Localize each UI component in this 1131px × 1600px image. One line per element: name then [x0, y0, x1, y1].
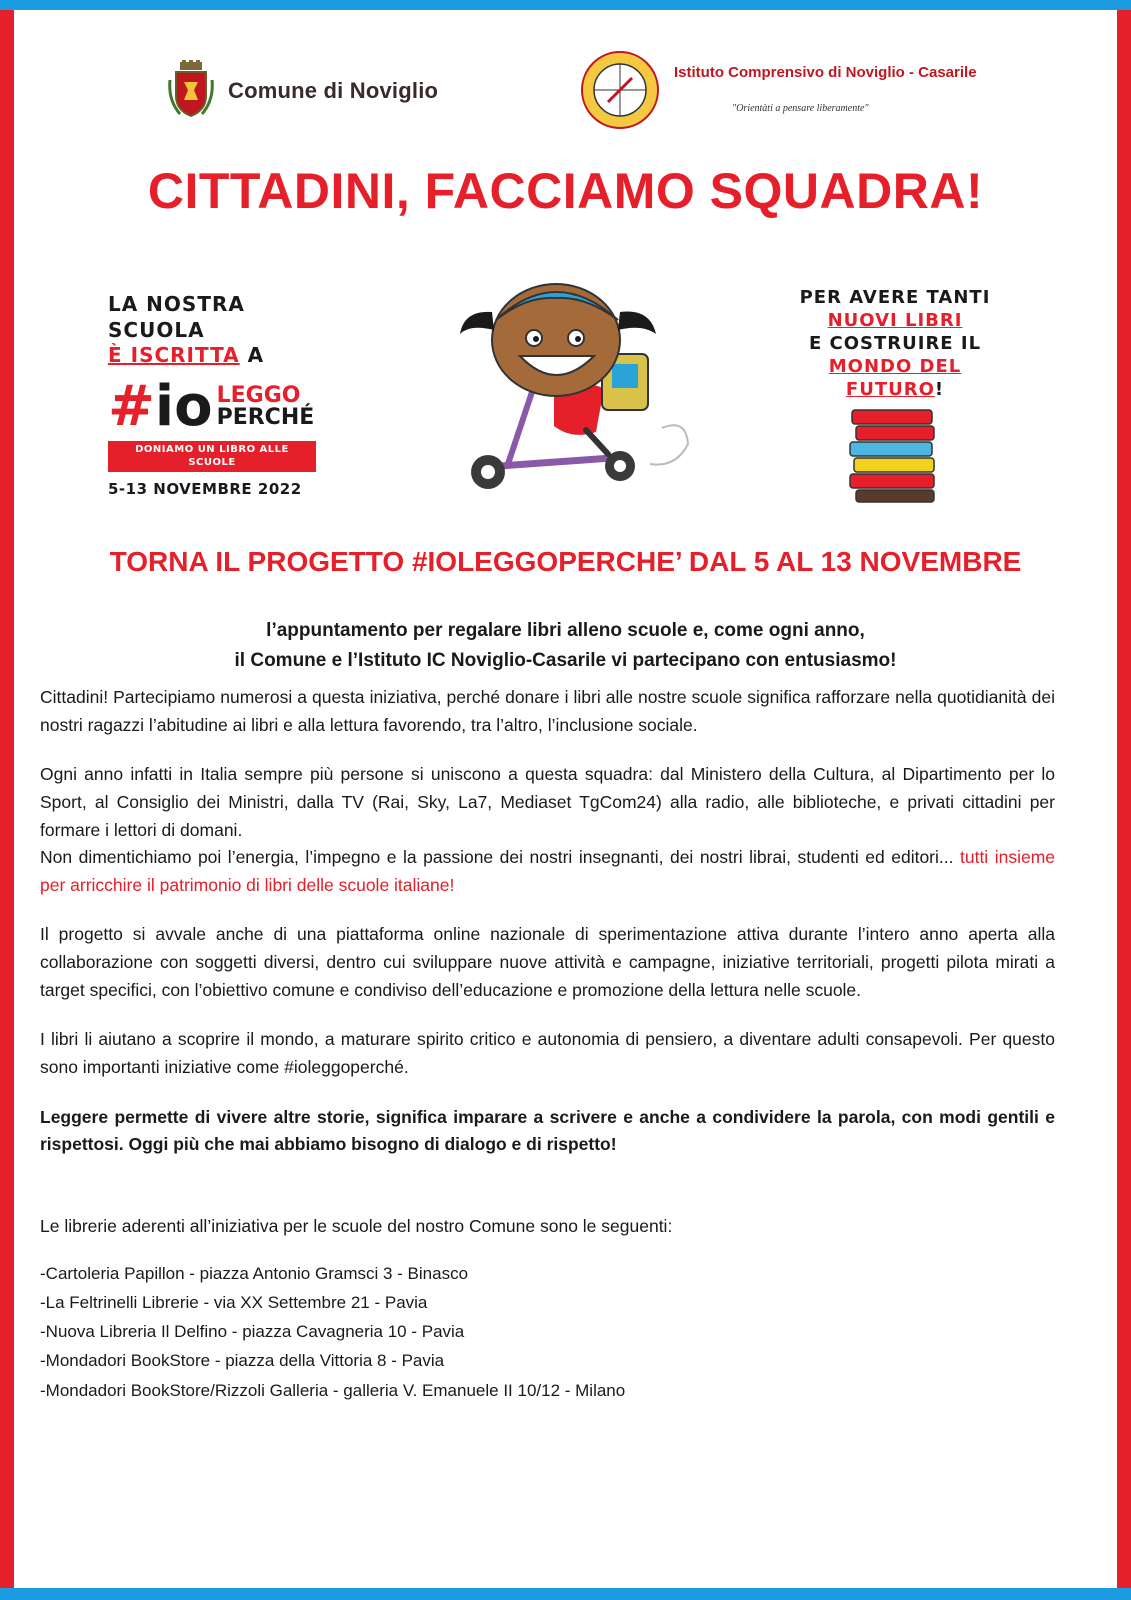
spacer	[40, 899, 1055, 921]
campaign-line-2-end: A	[239, 343, 265, 368]
ioleggoperche-logo	[108, 373, 328, 439]
future-line-2: NUOVI LIBRI	[827, 310, 963, 332]
intro-block	[0, 616, 1131, 677]
logo-leggo-text: LEGGO	[216, 382, 301, 408]
frame-right-bar	[1117, 10, 1131, 1588]
future-line-4	[790, 355, 1000, 401]
istituto-motto: "Orientàti a pensare liberamente"	[732, 103, 869, 114]
istituto-compass-logo-icon	[580, 50, 660, 130]
campaign-line-2	[108, 343, 328, 369]
comune-crest-icon	[168, 60, 214, 122]
paragraph-3-text: Non dimentichiamo poi l’energia, l’impegno e la passione dei nostri insegnanti, dei nostri librai, studenti ed editori...	[40, 847, 960, 868]
campaign-logo-block	[108, 292, 328, 500]
spacer	[40, 1004, 1055, 1026]
campaign-line-1: LA NOSTRA SCUOLA	[108, 292, 245, 342]
frame-top-bar	[0, 0, 1131, 10]
frame-bottom-bar	[0, 1588, 1131, 1600]
istituto-header	[580, 50, 977, 130]
logo-io-text: io	[154, 373, 213, 439]
campaign-donate-band: DONIAMO UN LIBRO ALLE SCUOLE	[108, 441, 316, 473]
spacer	[40, 739, 1055, 761]
future-message	[790, 286, 1000, 401]
paragraph-2: Ogni anno infatti in Italia sempre più persone si uniscono a questa squadra: dal Ministero della Cultura, al Dipartimento per lo Sport, al Consiglio dei Ministri, dalla TV (Rai, Sky, La7, Mediaset TgCom24) alla radio, alle biblioteche, e privati cittadini per formare i lettori di domani.	[40, 764, 1055, 840]
istituto-title: Istituto Comprensivo di Noviglio - Casarile	[674, 64, 977, 81]
intro-line-2: il Comune e l’Istituto IC Noviglio-Casarile vi partecipano con entusiasmo!	[234, 650, 897, 672]
section-title: TORNA IL PROGETTO #IOLEGGOPERCHE’ DAL 5 AL 13 NOVEMBRE	[109, 546, 1022, 577]
list-item: -Cartoleria Papillon - piazza Antonio Gramsci 3 - Binasco	[40, 1263, 469, 1283]
future-line-1: PER AVERE TANTI	[799, 287, 991, 308]
frame-left-bar	[0, 10, 14, 1588]
paragraph-5: I libri li aiutano a scoprire il mondo, a maturare spirito critico e autonomia di pensiero, a diventare adulti consapevoli. Per questo sono importanti iniziative come #ioleggoperché.	[40, 1029, 1055, 1078]
article-body	[40, 684, 1055, 1405]
campaign-enrolled-text: È ISCRITTA	[108, 343, 240, 368]
bookstores-intro: Le librerie aderenti all’iniziativa per le scuole del nostro Comune sono le seguenti:	[40, 1215, 673, 1236]
spacer	[40, 1159, 1055, 1213]
campaign-dates: 5-13 NOVEMBRE 2022	[108, 480, 302, 499]
paragraph-3-highlight: tutti insieme per arricchire il patrimonio di libri delle scuole italiane!	[40, 847, 1055, 895]
spacer	[40, 1082, 1055, 1104]
paragraph-6: Leggere permette di vivere altre storie, significa imparare a scrivere e anche a condividere la parola, con modi gentili e rispettosi. Oggi più che mai abbiamo bisogno di dialogo e di rispetto!	[40, 1106, 1055, 1155]
book-stack-illustration	[848, 408, 940, 504]
logo-words	[216, 382, 315, 430]
comune-header	[168, 60, 438, 122]
intro-line-1: l’appuntamento per regalare libri alleno scuole e, come ogni anno,	[266, 620, 865, 641]
paragraph-1: Cittadini! Partecipiamo numerosi a questa iniziativa, perché donare i libri alle nostre scuole significa rafforzare nella quotidianità dei nostri ragazzi l’abitudine ai libri e alla lettura favorendo, tra l’altro, l’inclusione sociale.	[40, 687, 1055, 735]
comune-name: Comune di Noviglio	[228, 78, 439, 103]
logo-hash-symbol: #	[108, 373, 155, 439]
logo-perche-text: PERCHÉ	[216, 404, 315, 430]
paragraph-4: Il progetto si avvale anche di una piattaforma online nazionale di sperimentazione attiva durante l’intero anno aperta alla collaborazione con soggetti diversi, dentro cui sviluppare nuove attività e campagne, iniziative territoriali, progetti pilota mirati a target specifici, con l’obiettivo comune e condiviso dell’educazione e promozione della lettura nelle scuole.	[40, 924, 1055, 1000]
list-item: -Mondadori BookStore/Rizzoli Galleria - galleria V. Emanuele II 10/12 - Milano	[40, 1380, 626, 1400]
list-item: -La Feltrinelli Librerie - via XX Settembre 21 - Pavia	[40, 1292, 428, 1312]
future-exclamation: !	[934, 379, 945, 401]
girl-on-scooter-illustration	[436, 268, 716, 500]
bookstore-list	[40, 1259, 1055, 1405]
future-line-3: E COSTRUIRE IL	[808, 333, 982, 355]
list-item: -Nuova Libreria Il Delfino - piazza Cavagneria 10 - Pavia	[40, 1322, 465, 1342]
list-item: -Mondadori BookStore - piazza della Vittoria 8 - Pavia	[40, 1351, 445, 1371]
page-title: CITTADINI, FACCIAMO SQUADRA!	[147, 163, 984, 219]
future-world-text: MONDO DEL FUTURO	[828, 356, 962, 401]
paragraph-3	[40, 844, 1055, 899]
